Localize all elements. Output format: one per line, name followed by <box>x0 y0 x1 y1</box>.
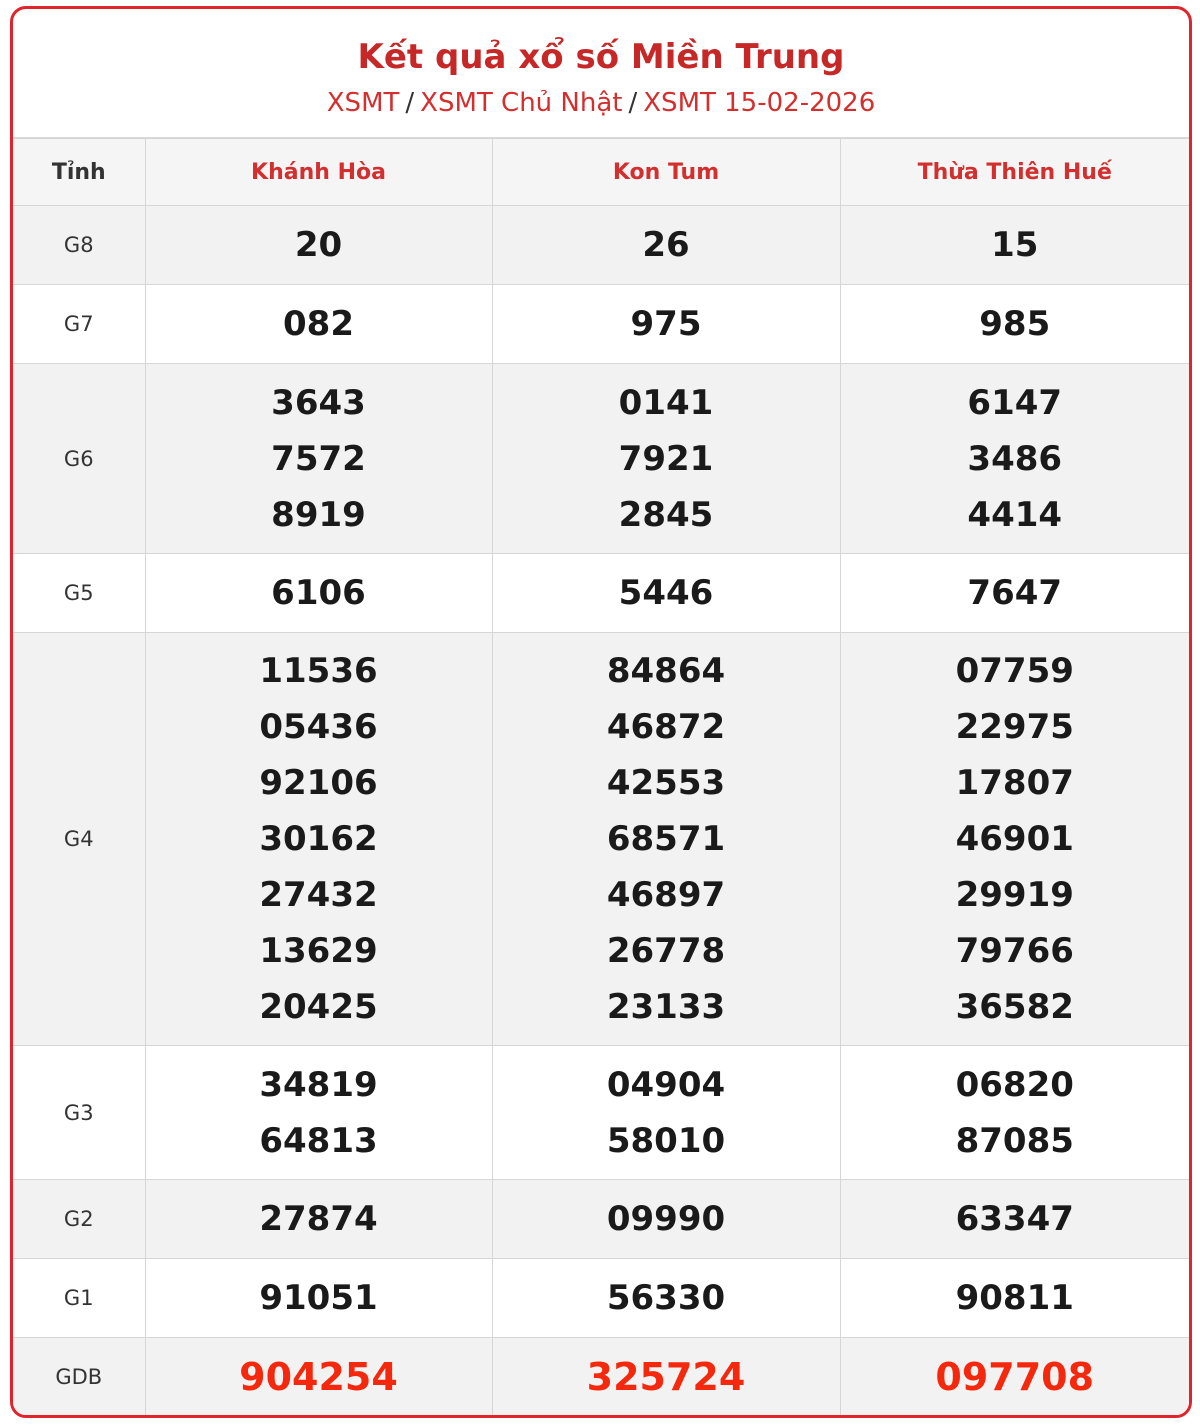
table-row <box>13 1046 1189 1180</box>
prize-cell <box>492 1259 840 1338</box>
prize-cell <box>145 1180 492 1259</box>
prize-number: 05436 <box>259 707 378 747</box>
prize-number: 79766 <box>955 931 1074 971</box>
table-row <box>13 1180 1189 1259</box>
prize-cell <box>840 1338 1189 1416</box>
prize-number: 07759 <box>955 651 1074 691</box>
prize-number: 6147 <box>967 382 1063 423</box>
special-prize-number: 097708 <box>935 1354 1095 1399</box>
province-header-kon-tum[interactable] <box>492 139 840 206</box>
prize-number: 5446 <box>618 573 714 613</box>
prize-number: 58010 <box>606 1120 726 1161</box>
prize-number: 7921 <box>618 438 714 479</box>
prize-label: G2 <box>13 1180 145 1259</box>
prize-cell <box>840 206 1189 285</box>
prize-cell <box>492 633 840 1046</box>
prize-number: 92106 <box>259 763 378 803</box>
prize-number: 2845 <box>618 494 714 535</box>
prize-cell <box>145 1338 492 1416</box>
prize-number: 3486 <box>967 438 1063 479</box>
prize-cell <box>492 554 840 633</box>
table-row <box>13 285 1189 364</box>
prize-label: G3 <box>13 1046 145 1180</box>
prize-label: G4 <box>13 633 145 1046</box>
table-header-row <box>13 139 1189 206</box>
prize-cell <box>840 1046 1189 1180</box>
prize-number: 23133 <box>606 987 726 1027</box>
prize-number: 7572 <box>271 438 366 479</box>
prize-cell <box>492 364 840 554</box>
prize-number: 46901 <box>955 819 1074 859</box>
prize-label: G7 <box>13 285 145 364</box>
prize-label: G5 <box>13 554 145 633</box>
prize-number: 8919 <box>271 494 366 535</box>
province-link[interactable]: Thừa Thiên Huế <box>917 159 1112 185</box>
prize-cell <box>840 285 1189 364</box>
prize-number: 42553 <box>606 763 726 803</box>
page-title: Kết quả xổ số Miền Trung <box>357 37 845 77</box>
special-prize-number: 325724 <box>586 1354 746 1399</box>
prize-number: 27432 <box>259 875 378 915</box>
prize-number: 64813 <box>259 1120 378 1161</box>
prize-label: G6 <box>13 364 145 554</box>
prize-number: 56330 <box>606 1278 726 1318</box>
results-card <box>10 6 1192 1418</box>
prize-number: 26778 <box>606 931 726 971</box>
results-header <box>13 9 1189 138</box>
prize-number: 46872 <box>606 707 726 747</box>
prize-number: 06820 <box>955 1064 1074 1105</box>
prize-number: 13629 <box>259 931 378 971</box>
prize-label: G1 <box>13 1259 145 1338</box>
prize-number: 91051 <box>259 1278 378 1318</box>
province-link[interactable]: Kon Tum <box>612 159 720 185</box>
prize-number: 22975 <box>955 707 1074 747</box>
breadcrumb-xsmt[interactable]: XSMT <box>326 88 400 118</box>
prize-number: 6106 <box>271 573 366 613</box>
prize-cell <box>840 1259 1189 1338</box>
province-header-thua-thien-hue[interactable] <box>840 139 1189 206</box>
prize-number: 975 <box>630 304 702 344</box>
prize-number: 7647 <box>967 573 1063 613</box>
province-column-label: Tỉnh <box>13 139 145 206</box>
prize-number: 90811 <box>955 1278 1074 1318</box>
prize-cell <box>145 364 492 554</box>
prize-number: 3643 <box>271 382 366 423</box>
prize-cell <box>145 1259 492 1338</box>
prize-cell <box>840 1180 1189 1259</box>
prize-cell <box>492 206 840 285</box>
prize-cell <box>492 1338 840 1416</box>
table-row <box>13 554 1189 633</box>
prize-number: 26 <box>642 225 690 265</box>
prize-number: 36582 <box>955 987 1074 1027</box>
breadcrumb-xsmt-sunday[interactable]: XSMT Chủ Nhật <box>420 88 623 118</box>
prize-cell <box>840 554 1189 633</box>
prize-cell <box>145 285 492 364</box>
prize-cell <box>145 206 492 285</box>
province-link[interactable]: Khánh Hòa <box>251 159 386 185</box>
prize-number: 84864 <box>606 651 726 691</box>
table-row <box>13 633 1189 1046</box>
prize-cell <box>492 285 840 364</box>
breadcrumb-separator: / <box>628 88 638 118</box>
prize-cell <box>840 633 1189 1046</box>
prize-number: 30162 <box>259 819 378 859</box>
table-row <box>13 1338 1189 1416</box>
prize-number: 0141 <box>618 382 714 423</box>
prize-cell <box>145 554 492 633</box>
prize-number: 082 <box>283 304 354 344</box>
prize-number: 20425 <box>259 987 378 1027</box>
prize-number: 11536 <box>259 651 378 691</box>
prize-number: 4414 <box>967 494 1063 535</box>
prize-number: 17807 <box>955 763 1074 803</box>
prize-number: 87085 <box>955 1120 1074 1161</box>
breadcrumb <box>13 87 1189 119</box>
prize-number: 04904 <box>606 1064 726 1105</box>
prize-cell <box>492 1046 840 1180</box>
results-body <box>13 206 1189 1416</box>
prize-number: 68571 <box>606 819 726 859</box>
breadcrumb-xsmt-date[interactable]: XSMT 15-02-2026 <box>643 88 876 118</box>
table-row <box>13 206 1189 285</box>
prize-cell <box>492 1180 840 1259</box>
prize-cell <box>145 633 492 1046</box>
table-row <box>13 1259 1189 1338</box>
prize-number: 46897 <box>606 875 726 915</box>
prize-cell <box>145 1046 492 1180</box>
prize-number: 63347 <box>955 1199 1074 1239</box>
prize-number: 29919 <box>955 875 1074 915</box>
prize-number: 985 <box>979 304 1051 344</box>
results-table <box>13 138 1189 1416</box>
prize-cell <box>840 364 1189 554</box>
prize-number: 27874 <box>259 1199 378 1239</box>
breadcrumb-separator: / <box>405 88 415 118</box>
table-row <box>13 364 1189 554</box>
province-header-khanh-hoa[interactable] <box>145 139 492 206</box>
prize-number: 20 <box>294 225 343 265</box>
prize-label: GDB <box>13 1338 145 1416</box>
special-prize-number: 904254 <box>239 1354 398 1399</box>
prize-label: G8 <box>13 206 145 285</box>
prize-number: 09990 <box>606 1199 726 1239</box>
prize-number: 34819 <box>259 1064 378 1105</box>
prize-number: 15 <box>991 225 1039 265</box>
